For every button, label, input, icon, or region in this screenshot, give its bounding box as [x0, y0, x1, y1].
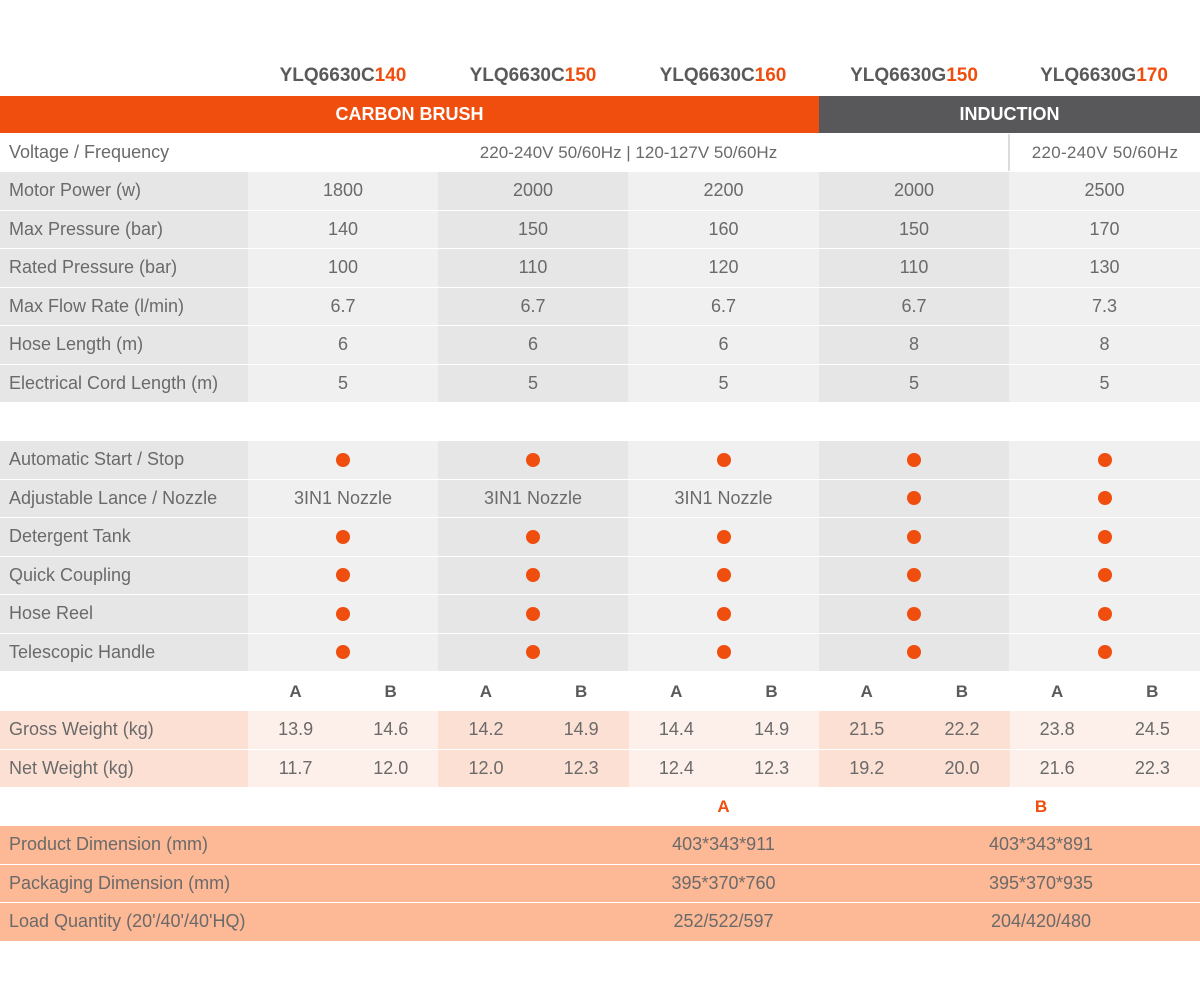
feature-cell [438, 557, 628, 595]
model-header [438, 58, 628, 94]
dimension-value-a: 403*343*911 [672, 834, 775, 855]
weight-value: 14.4 [629, 711, 724, 749]
feature-value: 3IN1 Nozzle [438, 480, 628, 518]
weight-value: 20.0 [914, 750, 1009, 788]
spec-value: 6 [248, 326, 438, 364]
weight-value: 19.2 [819, 750, 914, 788]
spec-value: 2000 [438, 172, 628, 210]
feature-cell [438, 518, 628, 556]
included-dot-icon [717, 453, 731, 467]
model-suffix: 160 [754, 65, 787, 86]
spec-value: 5 [438, 365, 628, 403]
spec-value: 6 [438, 326, 628, 364]
included-dot-icon [336, 453, 350, 467]
spec-label: Motor Power (w) [0, 172, 248, 210]
spec-value: 2500 [1009, 172, 1200, 210]
spec-value: 170 [1009, 211, 1200, 249]
feature-label: Adjustable Lance / Nozzle [0, 480, 248, 518]
feature-cell [628, 518, 819, 556]
variant-header: B [1146, 681, 1159, 701]
feature-cell [248, 518, 438, 556]
feature-cell [628, 441, 819, 479]
dimension-header-b: B [1034, 796, 1048, 816]
model-prefix: YLQ6630G [1040, 65, 1137, 86]
included-dot-icon [1098, 453, 1112, 467]
spec-value: 130 [1009, 249, 1200, 287]
weight-value: 12.3 [534, 750, 629, 788]
carbon-brush-banner: CARBON BRUSH [0, 96, 819, 133]
weight-label: Gross Weight (kg) [0, 711, 248, 749]
spec-value: 6.7 [248, 288, 438, 326]
included-dot-icon [336, 607, 350, 621]
included-dot-icon [717, 607, 731, 621]
feature-cell [819, 634, 1009, 672]
spec-label: Electrical Cord Length (m) [0, 365, 248, 403]
weight-value: 12.0 [343, 750, 438, 788]
included-dot-icon [526, 530, 540, 544]
feature-cell [819, 595, 1009, 633]
dimension-label: Load Quantity (20'/40'/40'HQ) [9, 911, 246, 932]
feature-cell [628, 634, 819, 672]
weight-value: 12.3 [724, 750, 819, 788]
model-prefix: YLQ6630C [469, 65, 565, 86]
weight-value: 24.5 [1105, 711, 1200, 749]
feature-cell [819, 518, 1009, 556]
model-prefix: YLQ6630C [659, 65, 755, 86]
induction-banner: INDUCTION [819, 96, 1200, 133]
model-header [628, 58, 818, 94]
included-dot-icon [526, 568, 540, 582]
dimension-value-a: 395*370*760 [671, 872, 776, 893]
feature-cell [819, 480, 1009, 518]
variant-header: B [955, 681, 969, 701]
voltage-label: Voltage / Frequency [0, 134, 248, 171]
feature-cell [1009, 595, 1200, 633]
included-dot-icon [907, 645, 921, 659]
included-dot-icon [907, 491, 921, 505]
model-prefix: YLQ6630C [279, 65, 375, 86]
model-header [819, 58, 1009, 94]
spec-value: 6.7 [438, 288, 628, 326]
included-dot-icon [1098, 607, 1112, 621]
feature-cell [1009, 634, 1200, 672]
dimension-label: Packaging Dimension (mm) [9, 872, 231, 893]
feature-cell [1009, 518, 1200, 556]
spec-value: 8 [819, 326, 1009, 364]
model-suffix: 150 [946, 65, 978, 86]
feature-cell [248, 557, 438, 595]
spec-value: 140 [248, 211, 438, 249]
spec-value: 2200 [628, 172, 819, 210]
feature-label: Detergent Tank [0, 518, 248, 556]
included-dot-icon [907, 530, 921, 544]
feature-cell [1009, 557, 1200, 595]
spec-label: Max Flow Rate (l/min) [0, 288, 248, 326]
feature-cell [628, 557, 819, 595]
weight-label: Net Weight (kg) [0, 750, 248, 788]
dimension-value-b: 204/420/480 [990, 911, 1092, 932]
variant-header: A [1050, 681, 1064, 701]
variant-header: A [860, 681, 873, 701]
included-dot-icon [1098, 568, 1112, 582]
feature-cell [819, 557, 1009, 595]
weight-value: 14.6 [343, 711, 438, 749]
spec-value: 100 [248, 249, 438, 287]
weight-value: 14.2 [438, 711, 533, 749]
feature-cell [1009, 480, 1200, 518]
feature-cell [628, 595, 819, 633]
spec-value: 6.7 [819, 288, 1009, 326]
included-dot-icon [907, 453, 921, 467]
spec-value: 5 [248, 365, 438, 403]
variant-header: B [574, 681, 588, 701]
included-dot-icon [526, 645, 540, 659]
feature-value: 3IN1 Nozzle [628, 480, 819, 518]
variant-header: A [479, 681, 493, 701]
weight-value: 14.9 [724, 711, 819, 749]
included-dot-icon [717, 530, 731, 544]
spec-value: 110 [438, 249, 628, 287]
included-dot-icon [336, 568, 350, 582]
feature-cell [819, 441, 1009, 479]
model-header [248, 58, 438, 94]
spec-label: Rated Pressure (bar) [0, 249, 248, 287]
variant-header: B [384, 681, 397, 701]
weight-value: 22.3 [1105, 750, 1200, 788]
spec-value: 110 [819, 249, 1009, 287]
variant-header: A [289, 681, 302, 701]
feature-label: Telescopic Handle [0, 634, 248, 672]
included-dot-icon [717, 645, 731, 659]
model-suffix: 170 [1136, 65, 1168, 86]
included-dot-icon [1098, 491, 1112, 505]
spec-value: 7.3 [1009, 288, 1200, 326]
model-prefix: YLQ6630G [850, 65, 947, 86]
model-suffix: 140 [374, 65, 407, 86]
spec-value: 150 [819, 211, 1009, 249]
included-dot-icon [526, 453, 540, 467]
spec-value: 2000 [819, 172, 1009, 210]
model-header [1009, 58, 1199, 94]
feature-cell [438, 634, 628, 672]
spec-value: 160 [628, 211, 819, 249]
variant-header: A [670, 681, 683, 701]
spec-value: 1800 [248, 172, 438, 210]
spec-value: 8 [1009, 326, 1200, 364]
weight-value: 12.4 [629, 750, 724, 788]
spec-value: 120 [628, 249, 819, 287]
weight-value: 14.9 [534, 711, 629, 749]
dimension-value-b: 403*343*891 [988, 834, 1094, 855]
spec-label: Hose Length (m) [0, 326, 248, 364]
feature-value: 3IN1 Nozzle [248, 480, 438, 518]
dimension-header-a: A [717, 796, 730, 816]
spec-value: 6.7 [628, 288, 819, 326]
included-dot-icon [907, 607, 921, 621]
weight-value: 22.2 [914, 711, 1009, 749]
weight-value: 12.0 [438, 750, 533, 788]
spec-value: 5 [628, 365, 819, 403]
weight-value: 21.6 [1010, 750, 1105, 788]
feature-cell [248, 634, 438, 672]
included-dot-icon [526, 607, 540, 621]
weight-value: 21.5 [819, 711, 914, 749]
weight-value: 13.9 [248, 711, 343, 749]
dimension-label: Product Dimension (mm) [9, 834, 209, 855]
included-dot-icon [1098, 530, 1112, 544]
spec-value: 5 [819, 365, 1009, 403]
included-dot-icon [336, 530, 350, 544]
feature-label: Hose Reel [0, 595, 248, 633]
spec-label: Max Pressure (bar) [0, 211, 248, 249]
feature-cell [438, 441, 628, 479]
dimension-value-a: 252/522/597 [673, 911, 774, 932]
voltage-induction-value: 220-240V 50/60Hz [1010, 134, 1200, 171]
model-suffix: 150 [564, 65, 597, 86]
variant-header: B [765, 681, 778, 701]
feature-label: Quick Coupling [0, 557, 248, 595]
included-dot-icon [1098, 645, 1112, 659]
spec-value: 5 [1009, 365, 1200, 403]
feature-label: Automatic Start / Stop [0, 441, 248, 479]
dimension-value-b: 395*370*935 [988, 872, 1094, 893]
voltage-carbon-value: 220-240V 50/60Hz | 120-127V 50/60Hz [248, 134, 1009, 171]
weight-value: 23.8 [1010, 711, 1105, 749]
feature-cell [1009, 441, 1200, 479]
feature-cell [248, 595, 438, 633]
included-dot-icon [336, 645, 350, 659]
included-dot-icon [907, 568, 921, 582]
feature-cell [438, 595, 628, 633]
spec-value: 6 [628, 326, 819, 364]
feature-cell [248, 441, 438, 479]
weight-value: 11.7 [248, 750, 343, 788]
spec-value: 150 [438, 211, 628, 249]
included-dot-icon [717, 568, 731, 582]
